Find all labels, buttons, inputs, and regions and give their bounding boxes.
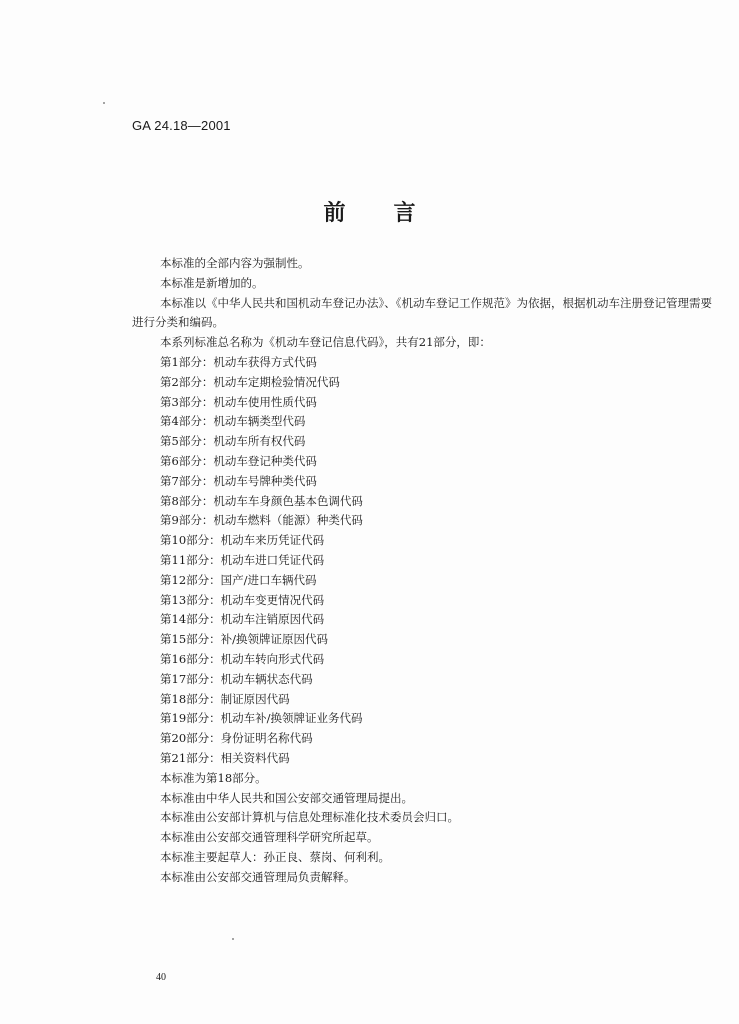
list-item: 第9部分：机动车燃料（能源）种类代码	[160, 513, 363, 528]
closing-paragraph: 本标准由中华人民共和国公安部交通管理局提出。	[160, 790, 413, 805]
list-item: 第19部分：机动车补/换领牌证业务代码	[160, 711, 363, 726]
intro-paragraph: 本标准以《中华人民共和国机动车登记办法》、《机动车登记工作规范》为依据，根据机动车注册登记管理需要进行分类和编码。	[132, 295, 712, 330]
page-number: 40	[156, 972, 166, 983]
intro-paragraph: 本标准的全部内容为强制性。	[160, 256, 310, 270]
list-item: 第17部分：机动车辆状态代码	[160, 671, 313, 686]
list-item: 第20部分：身份证明名称代码	[160, 731, 313, 746]
list-item: 第14部分：机动车注销原因代码	[160, 612, 325, 627]
list-item: 第12部分：国产/进口车辆代码	[160, 572, 317, 587]
title-char-1: 前	[323, 200, 346, 226]
list-item: 第13部分：机动车变更情况代码	[160, 592, 325, 607]
closing-paragraph: 本标准为第18部分。	[160, 770, 267, 785]
list-item: 第18部分：制证原因代码	[160, 691, 290, 706]
list-item: 第15部分：补/换领牌证原因代码	[160, 632, 329, 647]
list-item: 第5部分：机动车所有权代码	[160, 434, 306, 449]
title-char-2: 言	[393, 200, 416, 226]
list-item: 第4部分：机动车辆类型代码	[160, 414, 306, 429]
parts-list	[132, 353, 722, 769]
list-item: 第3部分：机动车使用性质代码	[160, 394, 317, 409]
scan-speck	[103, 102, 105, 104]
list-item: 第2部分：机动车定期检验情况代码	[160, 374, 340, 389]
list-item: 第7部分：机动车号牌种类代码	[160, 473, 317, 488]
list-item: 第16部分：机动车转向形式代码	[160, 651, 325, 666]
intro-paragraph: 本系列标准总名称为《机动车登记信息代码》，共有21部分，即：	[160, 335, 491, 350]
list-item: 第8部分：机动车车身颜色基本色调代码	[160, 493, 363, 508]
closing-paragraph: 本标准由公安部交通管理科学研究所起草。	[160, 830, 379, 845]
closing-paragraph: 本标准由公安部交通管理局负责解释。	[160, 869, 356, 884]
list-item: 第1部分：机动车获得方式代码	[160, 354, 317, 369]
closing-paragraph: 本标准主要起草人：孙正良、蔡岗、何利利。	[160, 849, 390, 864]
page-title	[0, 196, 739, 227]
document-number: GA 24.18—2001	[132, 118, 231, 133]
closing-paragraph: 本标准由公安部计算机与信息处理标准化技术委员会归口。	[160, 810, 459, 825]
list-item: 第11部分：机动车进口凭证代码	[160, 552, 325, 567]
foreword-body	[132, 254, 722, 888]
intro-paragraph: 本标准是新增加的。	[160, 275, 264, 290]
list-item: 第10部分：机动车来历凭证代码	[160, 533, 325, 548]
list-item: 第21部分：相关资料代码	[160, 750, 290, 765]
list-item: 第6部分：机动车登记种类代码	[160, 453, 317, 468]
scan-speck	[232, 938, 234, 940]
